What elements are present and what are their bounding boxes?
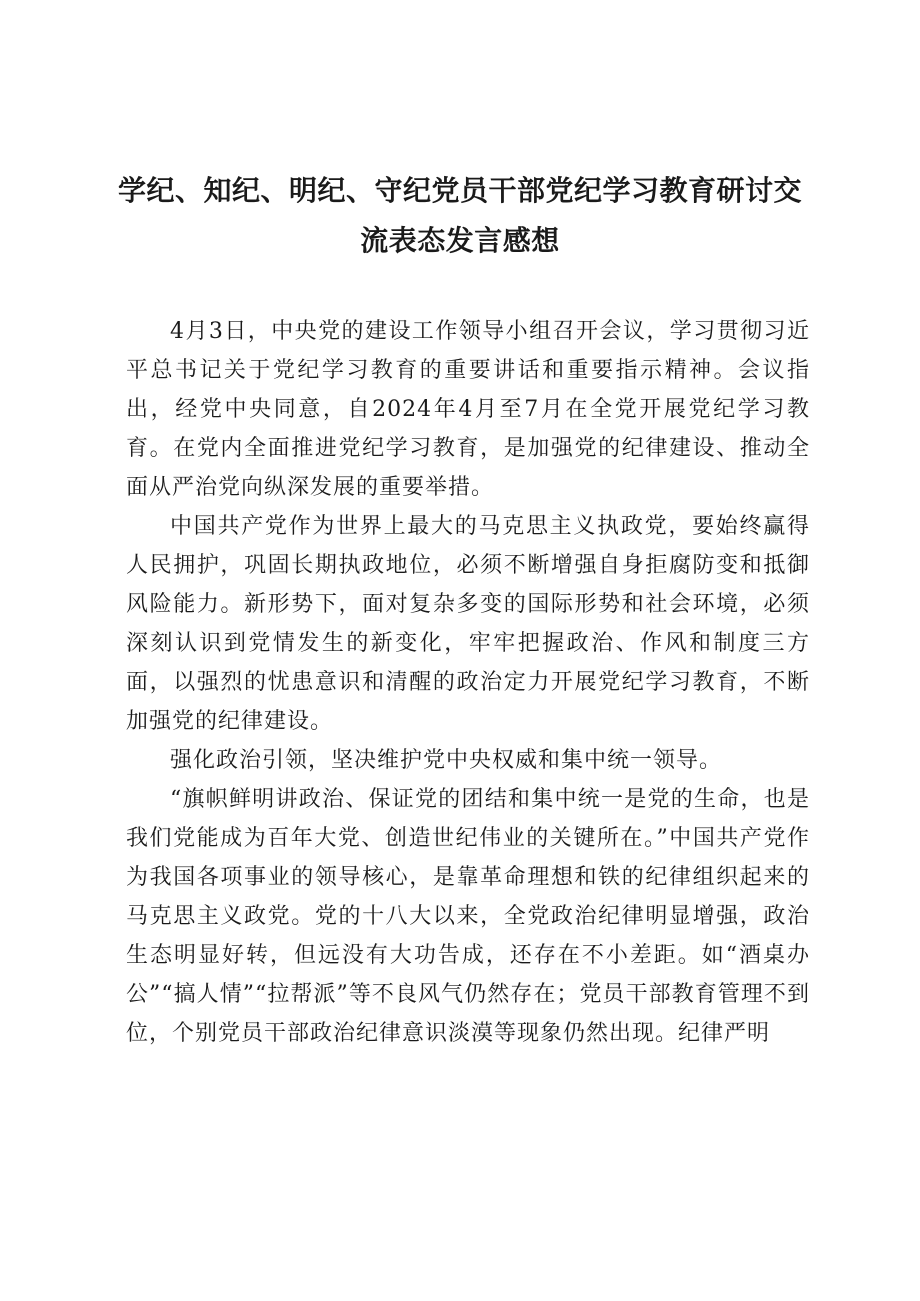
- paragraph-1: 4月3日，中央党的建设工作领导小组召开会议，学习贯彻习近平总书记关于党纪学习教育的重要讲话和重要指示精神。会议指出，经党中央同意，自2024年4月至7月在全党开展党纪学习教育。在党内全面推进党纪学习教育，是加强党的纪律建设、推动全面从严治党向纵深发展的重要举措。: [126, 319, 810, 500]
- paragraph-4: “旗帜鲜明讲政治、保证党的团结和集中统一是党的生命，也是我们党能成为百年大党、创造世纪伟业的关键所在。”中国共产党作为我国各项事业的领导核心，是靠革命理想和铁的纪律组织起来的马克思主义政党。党的十八大以来，全党政治纪律明显增强，政治生态明显好转，但远没有大功告成，还存在不小差距。如“酒桌办公”“搞人情”“拉帮派”等不良风气仍然存在；党员干部教育管理不到位，个别党员干部政治纪律意识淡漠等现象仍然出现。纪律严明: [126, 787, 810, 1046]
- title-line-1: 学纪、知纪、明纪、守纪党员干部党纪学习教育研讨交: [117, 174, 802, 207]
- document-title: [110, 166, 810, 266]
- paragraph-3: 强化政治引领，坚决维护党中央权威和集中统一领导。: [170, 748, 723, 773]
- document-body: [126, 312, 810, 1053]
- paragraph-2: 中国共产党作为世界上最大的马克思主义执政党，要始终赢得人民拥护，巩固长期执政地位，必须不断增强自身拒腐防变和抵御风险能力。新形势下，面对复杂多变的国际形势和社会环境，必须深刻认识到党情发生的新变化，牢牢把握政治、作风和制度三方面，以强烈的忧患意识和清醒的政治定力开展党纪学习教育，不断加强党的纪律建设。: [126, 514, 810, 734]
- title-line-2: 流表态发言感想: [360, 224, 560, 257]
